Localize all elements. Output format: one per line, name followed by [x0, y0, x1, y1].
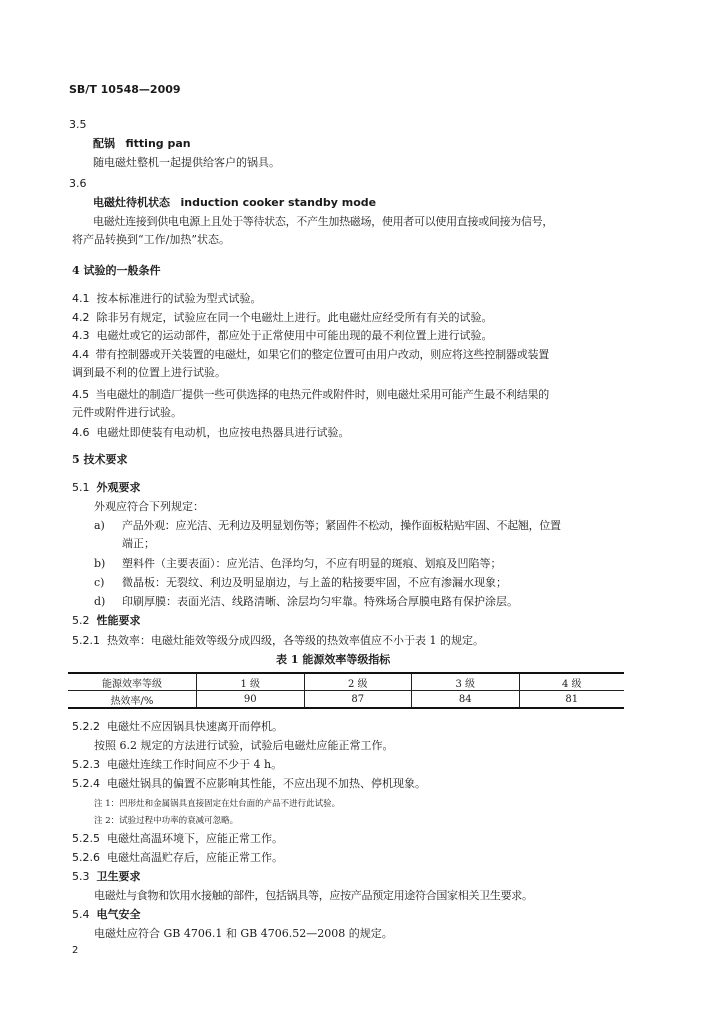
clause-number: 4.5 — [72, 388, 89, 401]
clause-text: 电磁灶锅具的偏置不应影响其性能，不应出现不加热、停机现象。 — [107, 777, 426, 790]
table-cell: 1 级 — [197, 673, 305, 691]
clause-5-3-title — [72, 870, 141, 884]
clause-text: 电磁灶不应因锅具快速离开而停机。 — [107, 720, 283, 733]
clause-5-4-title — [72, 908, 141, 922]
clause-number: 5.4 — [72, 908, 90, 921]
clause-number: 4.6 — [72, 426, 90, 439]
table-cell: 2 级 — [304, 673, 412, 691]
clause-5-2-3 — [72, 758, 282, 772]
clause-number: 4.1 — [72, 292, 90, 305]
clause-3-6-term — [93, 196, 376, 210]
clause-5-2-4 — [72, 777, 426, 791]
clause-text: 除非另有规定，试验应在同一个电磁灶上进行。此电磁灶应经受所有有关的试验。 — [96, 311, 493, 324]
list-item-d-text: 印刷厚膜：表面光洁、线路清晰、涂层均匀牢靠。特殊场合厚膜电路有保护涂层。 — [122, 595, 518, 608]
table-cell: 4 级 — [519, 673, 624, 691]
table-cell: 能源效率等级 — [68, 673, 197, 691]
clause-3-5-term — [93, 137, 191, 151]
clause-text: 电磁灶连续工作时间应不少于 4 h。 — [107, 758, 283, 771]
note-2: 注 2：试验过程中功率的衰减可忽略。 — [94, 816, 239, 826]
clause-text: 带有控制器或开关装置的电磁灶，如果它们的整定位置可由用户改动，则应将这些控制器或装置 — [95, 348, 550, 361]
table-cell: 87 — [304, 691, 412, 709]
clause-number: 5.2.3 — [72, 758, 100, 771]
clause-5-2-2 — [72, 720, 283, 734]
clause-number: 5.2.5 — [72, 832, 100, 845]
clause-title: 电气安全 — [96, 908, 141, 921]
clause-4-6 — [72, 426, 350, 440]
clause-3-6-definition-line2: 将产品转换到“工作/加热”状态。 — [72, 233, 230, 246]
clause-number: 4.2 — [72, 311, 90, 324]
table-cell: 3 级 — [412, 673, 520, 691]
clause-number: 4.3 — [72, 329, 90, 342]
clause-number: 5.2.6 — [72, 851, 100, 864]
table-cell: 81 — [519, 691, 624, 709]
clause-text: 热效率：电磁灶能效等级分成四级，各等级的热效率值应不小于表 1 的规定。 — [107, 634, 484, 647]
clause-4-5-cont: 元件或附件进行试验。 — [72, 406, 182, 419]
clause-text: 电磁灶即使装有电动机，也应按电热器具进行试验。 — [96, 426, 350, 439]
clause-4-5 — [72, 388, 549, 402]
clause-5-2-2-cont: 按照 6.2 规定的方法进行试验，试验后电磁灶应能正常工作。 — [94, 739, 394, 752]
clause-text: 电磁灶高温环境下，应能正常工作。 — [107, 832, 283, 845]
clause-3-6-definition-line1: 电磁灶连接到供电电源上且处于等待状态，不产生加热磁场，使用者可以使用直接或间接为信号， — [93, 215, 554, 228]
list-item-b-text: 塑料件（主要表面）：应光洁、色泽均匀，不应有明显的斑痕、划痕及凹陷等； — [122, 557, 502, 570]
clause-title: 卫生要求 — [96, 870, 141, 883]
list-item-d-label: d) — [94, 595, 106, 608]
section-5-heading: 5 技术要求 — [72, 453, 128, 466]
clause-title: 外观要求 — [96, 481, 141, 494]
clause-5-2-title — [72, 614, 141, 628]
clause-3-5-definition: 随电磁灶整机一起提供给客户的锅具。 — [93, 156, 280, 169]
clause-5-1-intro: 外观应符合下列规定： — [94, 500, 204, 513]
clause-number: 5.1 — [72, 481, 90, 494]
term-en: induction cooker standby mode — [180, 196, 377, 209]
clause-4-3 — [72, 329, 493, 343]
list-item-b-label: b) — [94, 557, 106, 570]
clause-5-4-text: 电磁灶应符合 GB 4706.1 和 GB 4706.52—2008 的规定。 — [94, 927, 393, 940]
section-4-heading: 4 试验的一般条件 — [72, 264, 161, 277]
standard-code: SB/T 10548—2009 — [69, 83, 181, 96]
clause-5-1-title — [72, 481, 141, 495]
clause-title: 性能要求 — [96, 614, 141, 627]
clause-4-1 — [72, 292, 262, 306]
table-header-row — [68, 673, 624, 691]
clause-number: 5.2.4 — [72, 777, 100, 790]
term-zh: 电磁灶待机状态 — [93, 196, 170, 209]
clause-4-4 — [72, 348, 549, 362]
clause-4-2 — [72, 311, 493, 325]
clause-3-6-number: 3.6 — [69, 177, 87, 190]
clause-5-3-text: 电磁灶与食物和饮用水接触的部件，包括锅具等，应按产品预定用途符合国家相关卫生要求。 — [94, 889, 533, 902]
clause-5-2-6 — [72, 851, 283, 865]
clause-5-2-5 — [72, 832, 283, 846]
table-1-title: 表 1 能源效率等级指标 — [276, 653, 391, 666]
clause-text: 按本标准进行的试验为型式试验。 — [96, 292, 262, 305]
list-item-c-text: 微晶板：无裂纹、利边及明显崩边，与上盖的粘接要牢固，不应有渗漏水现象； — [122, 576, 507, 589]
list-item-a-label: a) — [94, 519, 105, 532]
list-item-a-cont: 端正； — [122, 537, 155, 550]
clause-3-5-number: 3.5 — [69, 118, 87, 131]
table-row — [68, 691, 624, 709]
term-zh: 配锅 — [93, 137, 115, 150]
clause-number: 5.2 — [72, 614, 90, 627]
clause-5-2-1 — [72, 634, 484, 648]
energy-efficiency-table — [68, 672, 624, 709]
clause-text: 电磁灶高温贮存后，应能正常工作。 — [107, 851, 283, 864]
clause-number: 5.3 — [72, 870, 90, 883]
clause-number: 5.2.1 — [72, 634, 100, 647]
clause-4-4-cont: 调到最不利的位置上进行试验。 — [72, 366, 226, 379]
page-number: 2 — [72, 945, 79, 956]
table-cell: 热效率/% — [68, 691, 197, 709]
table-cell: 90 — [197, 691, 305, 709]
clause-number: 4.4 — [72, 348, 89, 361]
note-1: 注 1：凹形灶和金属锅具直接固定在灶台面的产品不进行此试验。 — [94, 799, 341, 809]
term-en: fitting pan — [125, 137, 191, 150]
clause-number: 5.2.2 — [72, 720, 100, 733]
list-item-a-text: 产品外观：应光洁、无利边及明显划伤等；紧固件不松动，操作面板粘贴牢固、不起翘，位置 — [122, 519, 561, 532]
clause-text: 当电磁灶的制造厂提供一些可供选择的电热元件或附件时，则电磁灶采用可能产生最不利结果的 — [95, 388, 550, 401]
clause-text: 电磁灶或它的运动部件，都应处于正常使用中可能出现的最不利位置上进行试验。 — [96, 329, 493, 342]
table-cell: 84 — [412, 691, 520, 709]
list-item-c-label: c) — [94, 576, 105, 589]
